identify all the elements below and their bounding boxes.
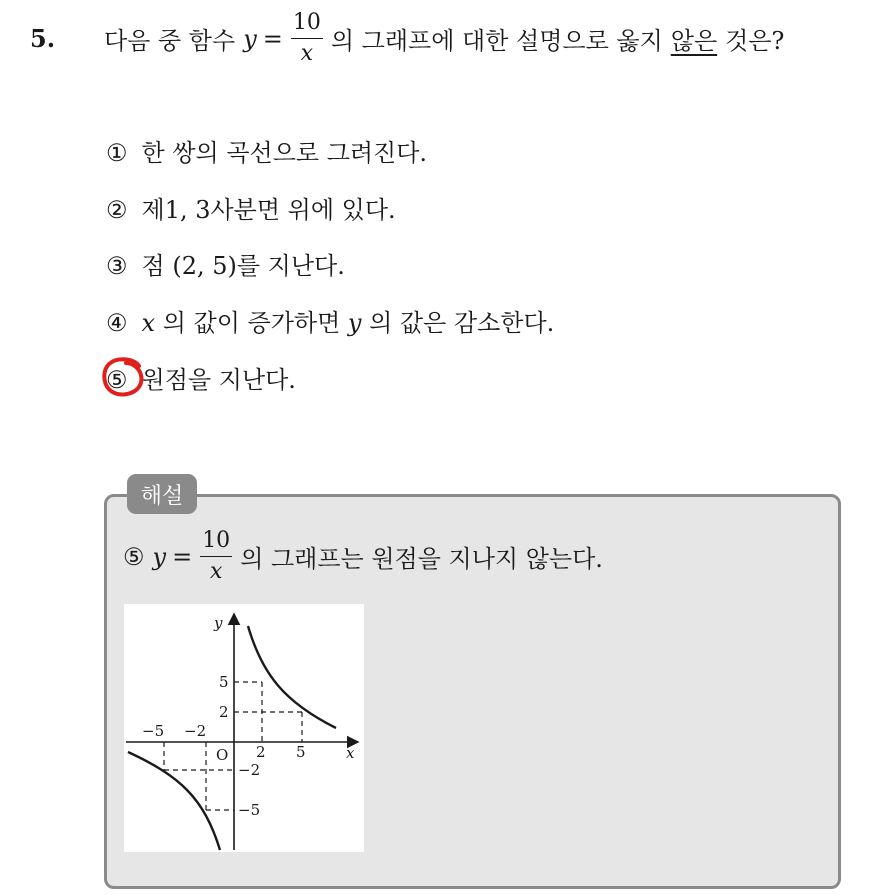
choice-mark: ② [106,196,128,224]
choice-text: 제1, 3사분면 위에 있다. [141,196,396,224]
choice-text: 한 쌍의 곡선으로 그려진다. [141,139,428,167]
choice-text: 의 값이 증가하면 [162,309,341,337]
fraction-numerator: 10 [200,530,232,557]
fraction-numerator: 10 [291,12,323,39]
answer-circle-icon [101,356,145,398]
tick-y-5: 5 [219,673,229,691]
question-fraction [291,12,323,65]
explanation-text [123,530,603,583]
choice-3[interactable] [106,246,345,281]
x-axis-label: x [346,744,355,762]
explanation-var-y: y [152,542,167,571]
question-var-y: y [243,24,257,53]
explanation-body: 의 그래프는 원점을 지나지 않는다. [240,545,603,573]
hyperbola-graph [124,604,364,852]
choice-2[interactable] [106,190,396,225]
tick-x-neg5: −5 [142,722,165,740]
choice-mark: ③ [106,252,128,280]
explanation-mark: ⑤ [123,542,145,571]
choice-4[interactable] [106,303,554,338]
tick-y-neg2: −2 [238,761,261,779]
origin-label: O [216,746,229,764]
question-number: 5. [30,24,56,53]
question-suffix: 것은? [725,27,785,55]
question-prefix: 다음 중 함수 [104,27,236,55]
explanation-equals: = [172,542,193,571]
tick-x-2: 2 [256,743,266,761]
choice-text: 원점을 지난다. [141,366,296,394]
tick-x-5: 5 [296,743,306,761]
choice-text: 의 값은 감소한다. [369,309,555,337]
choice-var-x: x [141,309,156,337]
choice-mark: ④ [106,309,128,337]
question-middle: 의 그래프에 대한 설명으로 옳지 [330,27,663,55]
tick-x-neg2: −2 [184,722,207,740]
explanation-tag: 해설 [127,474,197,514]
tick-y-2: 2 [219,703,229,721]
guide-lines [164,682,302,810]
explanation-fraction [200,530,232,583]
fraction-denominator: x [300,41,314,66]
question-text [104,12,784,65]
question-equals: = [262,24,283,53]
question-underlined: 않은 [670,27,718,55]
curve-quadrant-1 [248,626,336,728]
choice-mark: ⑤ [106,366,128,394]
tick-y-neg5: −5 [238,801,261,819]
choice-mark: ① [106,139,128,167]
y-axis-label: y [214,614,223,632]
fraction-denominator: x [209,559,223,584]
choice-1[interactable] [106,133,427,168]
choice-text: 점 (2, 5)를 지난다. [141,252,345,280]
choice-var-y: y [347,309,362,337]
